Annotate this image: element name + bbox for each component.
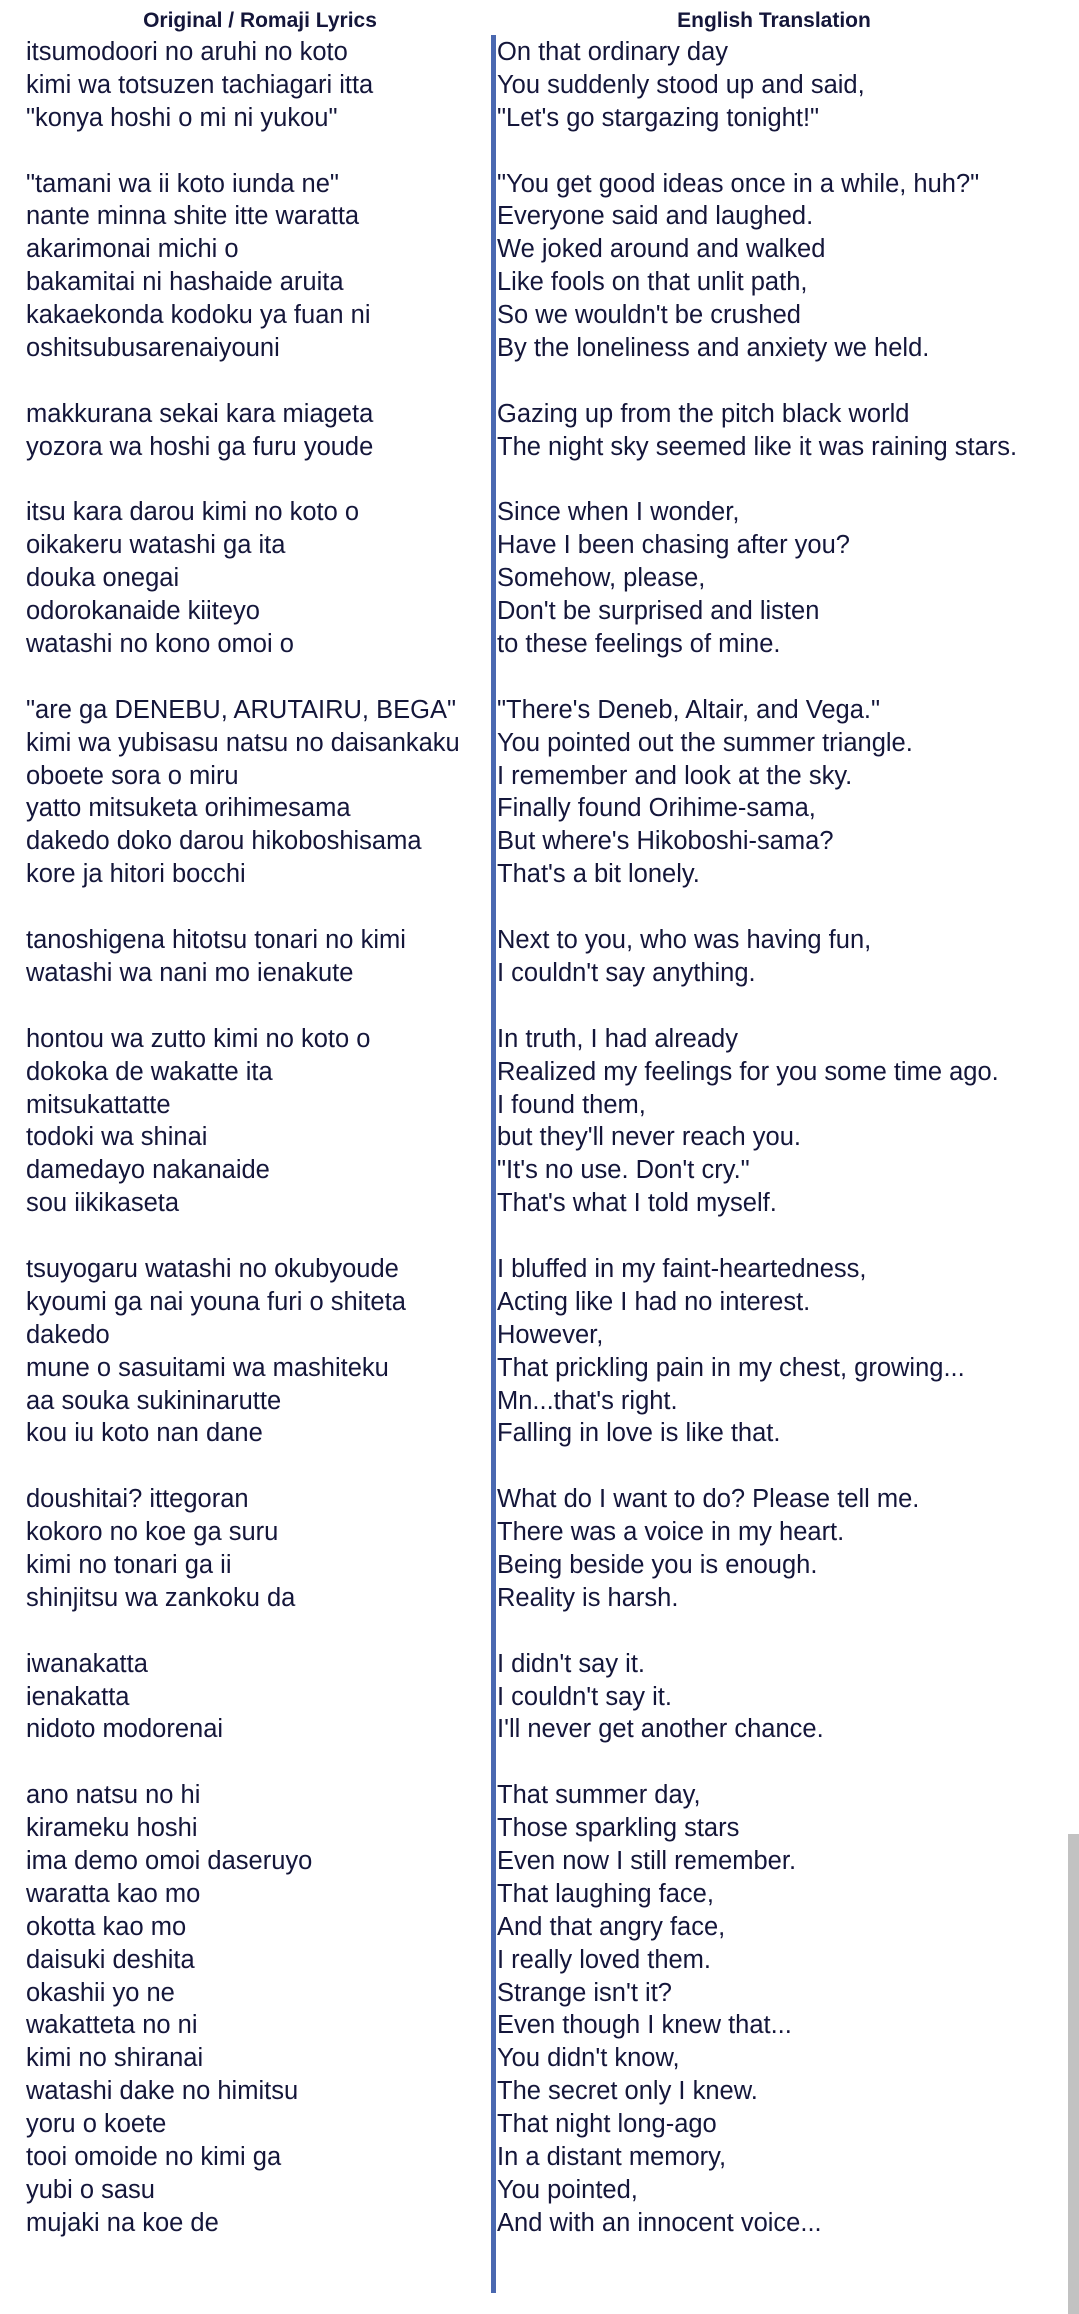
lyric-line-original: kakaekonda kodoku ya fuan ni	[26, 301, 371, 330]
lyric-line-original: watashi dake no himitsu	[26, 2077, 299, 2106]
lyric-line-translation: I really loved them.	[497, 1945, 712, 1974]
lyric-line-original: tooi omoide no kimi ga	[26, 2143, 282, 2171]
lyric-line-original: hontou wa zutto kimi no koto o	[26, 1024, 371, 1053]
scrollbar-thumb[interactable]	[1068, 1834, 1079, 2314]
lyric-line-original: "konya hoshi o mi ni yukou"	[26, 103, 338, 132]
lyric-line-translation: That's a bit lonely.	[497, 860, 700, 889]
stanza-gap	[26, 365, 490, 398]
lyric-line-translation: Strange isn't it?	[497, 1978, 672, 2007]
lyric-line-translation: Those sparkling stars	[497, 1814, 740, 1843]
lyric-line-translation: You pointed out the summer triangle.	[497, 728, 913, 757]
lyric-line-original: watashi wa nani mo ienakute	[26, 958, 354, 987]
lyric-line-translation: to these feelings of mine.	[497, 630, 781, 659]
stanza-gap	[497, 1615, 1057, 1648]
lyric-line-original: daisuki deshita	[26, 1945, 195, 1974]
stanza-gap	[26, 891, 490, 924]
lyric-line-original: ima demo omoi daseruyo	[26, 1846, 313, 1875]
lyric-line-translation: Falling in love is like that.	[497, 1419, 781, 1448]
lyric-line-translation: I couldn't say anything.	[497, 958, 756, 987]
lyric-line-original: ano natsu no hi	[26, 1781, 201, 1810]
lyric-line-translation: On that ordinary day	[497, 38, 729, 66]
original-lyrics-header: Original / Romaji Lyrics	[143, 9, 377, 32]
lyric-line-translation: Even now I still remember.	[497, 1846, 797, 1875]
lyric-line-translation: "Let's go stargazing tonight!"	[497, 103, 820, 132]
lyric-line-original: akarimonai michi o	[26, 235, 239, 264]
lyric-line-original: dokoka de wakatte ita	[26, 1057, 273, 1086]
lyric-line-translation: Everyone said and laughed.	[497, 202, 814, 231]
lyric-line-translation: Have I been chasing after you?	[497, 531, 850, 560]
lyric-line-original: damedayo nakanaide	[26, 1156, 270, 1185]
lyric-line-original: watashi no kono omoi o	[26, 630, 294, 659]
lyric-line-original: kimi wa totsuzen tachiagari itta	[26, 70, 374, 99]
lyric-line-original: shinjitsu wa zankoku da	[26, 1583, 296, 1612]
lyric-line-translation: Since when I wonder,	[497, 498, 740, 527]
lyric-line-translation: So we wouldn't be crushed	[497, 301, 801, 330]
lyric-line-translation: Being beside you is enough.	[497, 1550, 818, 1579]
lyric-line-original: mujaki na koe de	[26, 2208, 219, 2237]
lyric-line-original: douka onegai	[26, 564, 180, 593]
lyric-line-original: kimi wa yubisasu natsu no daisankaku	[26, 728, 460, 757]
lyric-line-original: tsuyogaru watashi no okubyoude	[26, 1254, 399, 1283]
lyric-line-original: yubi o sasu	[26, 2175, 155, 2204]
lyric-line-translation: You pointed,	[497, 2175, 638, 2204]
lyric-line-original: kou iu koto nan dane	[26, 1419, 263, 1448]
lyric-line-original: doushitai? ittegoran	[26, 1485, 249, 1514]
lyric-line-original: nante minna shite itte waratta	[26, 202, 360, 231]
lyric-line-original: "tamani wa ii koto iunda ne"	[26, 169, 339, 198]
stanza-gap	[26, 1615, 490, 1648]
original-lyrics-column	[26, 36, 490, 2240]
lyric-line-original: yatto mitsuketa orihimesama	[26, 794, 351, 823]
lyric-line-original: okashii yo ne	[26, 1978, 175, 2007]
stanza-gap	[497, 1450, 1057, 1483]
lyric-line-original: "are ga DENEBU, ARUTAIRU, BEGA"	[26, 695, 457, 724]
lyric-line-translation: "You get good ideas once in a while, huh?"	[497, 169, 980, 198]
lyric-line-original: aa souka sukininarutte	[26, 1386, 282, 1415]
lyric-line-original: waratta kao mo	[26, 1879, 201, 1908]
lyric-line-original: ienakatta	[26, 1682, 130, 1711]
stanza-gap	[497, 464, 1057, 497]
stanza-gap	[26, 135, 490, 168]
lyric-line-translation: I found them,	[497, 1090, 646, 1119]
lyric-line-translation: Somehow, please,	[497, 564, 706, 593]
lyric-line-translation: The secret only I knew.	[497, 2077, 758, 2106]
lyric-line-translation: Acting like I had no interest.	[497, 1287, 811, 1316]
lyric-line-original: yozora wa hoshi ga furu youde	[26, 432, 374, 461]
lyric-line-translation: I remember and look at the sky.	[497, 761, 853, 790]
stanza-gap	[26, 990, 490, 1023]
lyric-line-original: mitsukattatte	[26, 1090, 171, 1119]
lyric-line-translation: Finally found Orihime-sama,	[497, 794, 816, 823]
lyric-line-translation: The night sky seemed like it was raining stars.	[497, 432, 1018, 461]
lyric-line-translation: Like fools on that unlit path,	[497, 268, 808, 297]
stanza-gap	[497, 1220, 1057, 1253]
lyric-line-original: okotta kao mo	[26, 1912, 187, 1941]
stanza-gap	[497, 1746, 1057, 1779]
lyric-line-translation: That prickling pain in my chest, growing...	[497, 1353, 965, 1382]
stanza-gap	[26, 464, 490, 497]
stanza-gap	[26, 1220, 490, 1253]
lyric-line-original: itsu kara darou kimi no koto o	[26, 498, 360, 527]
lyric-line-original: kore ja hitori bocchi	[26, 860, 246, 889]
lyric-line-translation: You suddenly stood up and said,	[497, 70, 865, 99]
lyric-line-translation: Even though I knew that...	[497, 2011, 792, 2040]
lyric-line-translation: What do I want to do? Please tell me.	[497, 1485, 920, 1514]
stanza-gap	[26, 661, 490, 694]
lyric-line-original: makkurana sekai kara miageta	[26, 399, 374, 428]
lyric-line-translation: There was a voice in my heart.	[497, 1518, 845, 1547]
lyric-line-translation: Don't be surprised and listen	[497, 597, 820, 626]
lyric-line-translation: Gazing up from the pitch black world	[497, 399, 910, 428]
lyric-line-translation: I couldn't say it.	[497, 1682, 672, 1711]
lyric-line-original: kimi no shiranai	[26, 2044, 204, 2073]
lyric-line-translation: You didn't know,	[497, 2044, 680, 2073]
stanza-gap	[497, 891, 1057, 924]
stanza-gap	[497, 990, 1057, 1023]
stanza-gap	[497, 661, 1057, 694]
lyric-line-translation: I bluffed in my faint-heartedness,	[497, 1254, 867, 1283]
lyric-line-translation: I didn't say it.	[497, 1649, 646, 1678]
lyric-line-translation: We joked around and walked	[497, 235, 826, 264]
lyric-line-translation: And that angry face,	[497, 1912, 726, 1941]
lyric-line-original: nidoto modorenai	[26, 1715, 224, 1744]
lyric-line-translation: "There's Deneb, Altair, and Vega."	[497, 695, 881, 724]
lyric-line-translation: That laughing face,	[497, 1879, 714, 1908]
lyric-line-translation: I'll never get another chance.	[497, 1715, 824, 1744]
lyric-line-translation: However,	[497, 1320, 604, 1349]
lyric-line-original: odorokanaide kiiteyo	[26, 597, 260, 626]
lyric-line-original: oikakeru watashi ga ita	[26, 531, 286, 560]
lyric-line-original: todoki wa shinai	[26, 1123, 208, 1152]
lyric-line-translation: In a distant memory,	[497, 2143, 727, 2171]
lyric-line-original: mune o sasuitami wa mashiteku	[26, 1353, 389, 1382]
lyric-line-original: iwanakatta	[26, 1649, 148, 1678]
lyric-line-original: oboete sora o miru	[26, 761, 239, 790]
stanza-gap	[26, 1450, 490, 1483]
lyric-line-translation: But where's Hikoboshi-sama?	[497, 827, 834, 856]
column-divider	[491, 35, 496, 2293]
stanza-gap	[26, 1746, 490, 1779]
lyric-line-translation: Realized my feelings for you some time ago.	[497, 1057, 999, 1086]
stanza-gap	[497, 135, 1057, 168]
lyric-line-original: dakedo doko darou hikoboshisama	[26, 827, 422, 856]
lyric-line-original: dakedo	[26, 1320, 110, 1349]
lyric-line-translation: Next to you, who was having fun,	[497, 926, 872, 955]
lyric-line-translation: That summer day,	[497, 1781, 701, 1810]
lyric-line-translation: In truth, I had already	[497, 1024, 738, 1053]
lyric-line-translation: That night long-ago	[497, 2110, 717, 2139]
lyric-line-original: kirameku hoshi	[26, 1814, 198, 1843]
lyric-line-original: oshitsubusarenaiyouni	[26, 334, 280, 363]
lyric-line-translation: By the loneliness and anxiety we held.	[497, 334, 930, 363]
lyric-line-original: wakatteta no ni	[26, 2011, 198, 2040]
lyric-line-translation: Mn...that's right.	[497, 1386, 678, 1415]
translation-column	[497, 36, 1057, 2240]
lyric-line-original: kyoumi ga nai youna furi o shiteta	[26, 1287, 406, 1316]
lyric-line-translation: "It's no use. Don't cry."	[497, 1156, 750, 1185]
lyric-line-translation: Reality is harsh.	[497, 1583, 679, 1612]
column-headers	[0, 6, 1079, 36]
lyric-line-original: tanoshigena hitotsu tonari no kimi	[26, 926, 406, 955]
lyric-line-original: kimi no tonari ga ii	[26, 1550, 232, 1579]
lyric-line-original: sou iikikaseta	[26, 1189, 180, 1218]
lyric-line-translation: And with an innocent voice...	[497, 2208, 822, 2237]
stanza-gap	[497, 365, 1057, 398]
lyric-line-translation: but they'll never reach you.	[497, 1123, 801, 1152]
lyric-line-original: bakamitai ni hashaide aruita	[26, 268, 344, 297]
lyric-line-translation: That's what I told myself.	[497, 1189, 777, 1218]
lyric-line-original: kokoro no koe ga suru	[26, 1518, 279, 1547]
translation-header: English Translation	[677, 9, 871, 32]
lyric-line-original: yoru o koete	[26, 2110, 167, 2139]
lyric-line-original: itsumodoori no aruhi no koto	[26, 38, 348, 66]
